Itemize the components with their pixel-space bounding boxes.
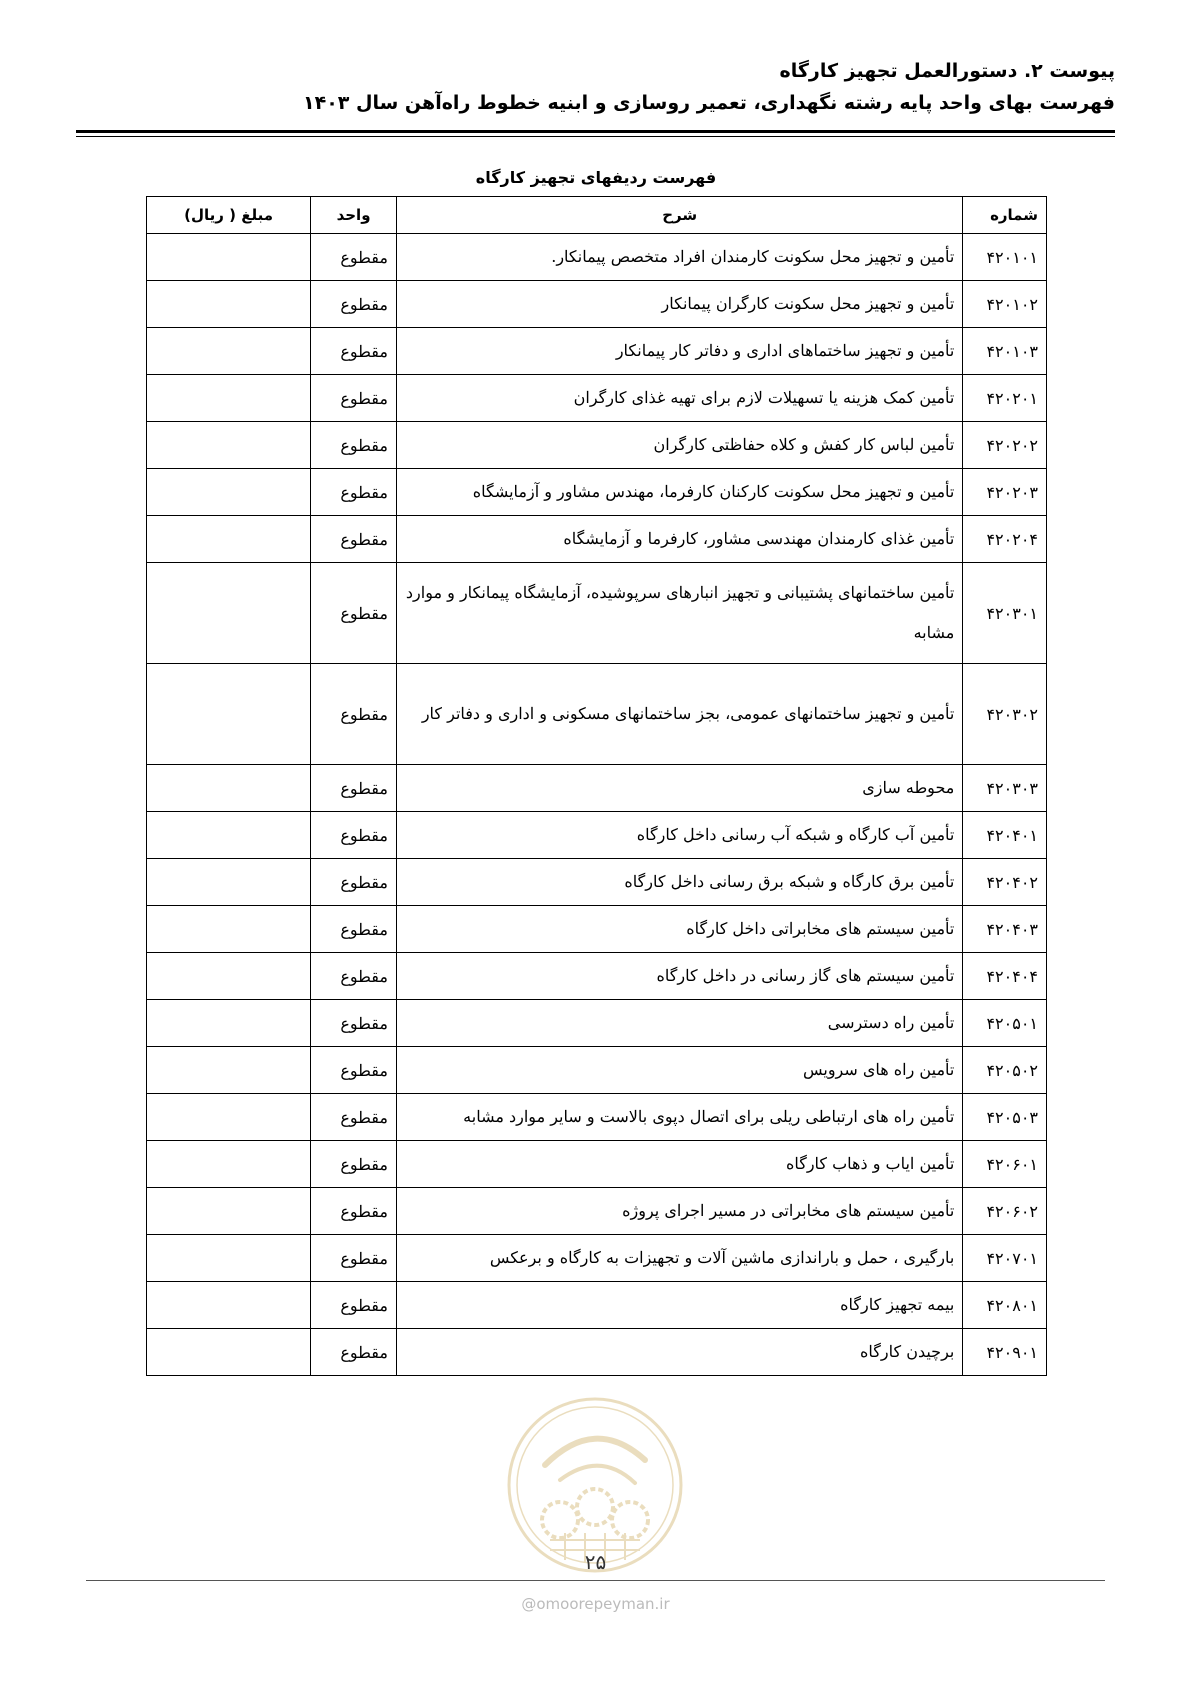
row-amount <box>147 281 311 328</box>
row-amount <box>147 1235 311 1282</box>
row-description: تأمین راه های سرویس <box>396 1047 962 1094</box>
header-description: شرح <box>396 197 962 234</box>
row-unit: مقطوع <box>311 765 397 812</box>
row-number: ۴۲۰۸۰۱ <box>963 1282 1047 1329</box>
row-unit: مقطوع <box>311 859 397 906</box>
row-unit: مقطوع <box>311 812 397 859</box>
table-header-row <box>147 197 1047 234</box>
row-unit: مقطوع <box>311 516 397 563</box>
row-description: تأمین راه های ارتباطی ریلی برای اتصال دپوی بالاست و سایر موارد مشابه <box>396 1094 962 1141</box>
table-row <box>147 859 1047 906</box>
row-amount <box>147 516 311 563</box>
table-row <box>147 1188 1047 1235</box>
row-unit: مقطوع <box>311 375 397 422</box>
row-unit: مقطوع <box>311 1000 397 1047</box>
row-number: ۴۲۰۲۰۳ <box>963 469 1047 516</box>
row-description: تأمین راه دسترسی <box>396 1000 962 1047</box>
table-row <box>147 516 1047 563</box>
row-unit: مقطوع <box>311 664 397 765</box>
table-row <box>147 765 1047 812</box>
row-amount <box>147 1047 311 1094</box>
row-amount <box>147 1188 311 1235</box>
table-row <box>147 906 1047 953</box>
row-amount <box>147 328 311 375</box>
row-amount <box>147 765 311 812</box>
row-description: تأمین سیستم های گاز رسانی در داخل کارگاه <box>396 953 962 1000</box>
row-number: ۴۲۰۴۰۴ <box>963 953 1047 1000</box>
row-number: ۴۲۰۷۰۱ <box>963 1235 1047 1282</box>
row-amount <box>147 812 311 859</box>
row-description: تأمین سیستم های مخابراتی در مسیر اجرای پروژه <box>396 1188 962 1235</box>
row-amount <box>147 234 311 281</box>
table-row <box>147 812 1047 859</box>
table-row <box>147 328 1047 375</box>
table-row <box>147 234 1047 281</box>
table-row <box>147 563 1047 664</box>
table-row <box>147 1282 1047 1329</box>
row-number: ۴۲۰۳۰۳ <box>963 765 1047 812</box>
table-row <box>147 422 1047 469</box>
row-number: ۴۲۰۲۰۴ <box>963 516 1047 563</box>
row-amount <box>147 1329 311 1376</box>
table-row <box>147 1329 1047 1376</box>
items-table <box>146 196 1047 1376</box>
row-number: ۴۲۰۹۰۱ <box>963 1329 1047 1376</box>
row-amount <box>147 422 311 469</box>
row-number: ۴۲۰۵۰۲ <box>963 1047 1047 1094</box>
row-amount <box>147 1094 311 1141</box>
row-description: تأمین ایاب و ذهاب کارگاه <box>396 1141 962 1188</box>
row-amount <box>147 953 311 1000</box>
row-number: ۴۲۰۱۰۳ <box>963 328 1047 375</box>
row-description: محوطه سازی <box>396 765 962 812</box>
row-unit: مقطوع <box>311 281 397 328</box>
row-description: بیمه تجهیز کارگاه <box>396 1282 962 1329</box>
table-row <box>147 1235 1047 1282</box>
table-body <box>147 234 1047 1376</box>
row-number: ۴۲۰۵۰۳ <box>963 1094 1047 1141</box>
table-row <box>147 469 1047 516</box>
table-row <box>147 1141 1047 1188</box>
row-number: ۴۲۰۴۰۱ <box>963 812 1047 859</box>
table-row <box>147 953 1047 1000</box>
row-unit: مقطوع <box>311 1094 397 1141</box>
table-row <box>147 1094 1047 1141</box>
header-rule-thick <box>76 130 1115 133</box>
row-description: تأمین و تجهیز محل سکونت کارکنان کارفرما، مهندس مشاور و آزمایشگاه <box>396 469 962 516</box>
row-description: تأمین و تجهیز ساختماهای اداری و دفاتر کار پیمانکار <box>396 328 962 375</box>
row-unit: مقطوع <box>311 1047 397 1094</box>
row-description: تأمین ساختمانهای پشتیبانی و تجهیز انبارهای سرپوشیده، آزمایشگاه پیمانکار و موارد مشابه <box>396 563 962 664</box>
row-description: بارگیری ، حمل و باراندازی ماشین آلات و تجهیزات به کارگاه و برعکس <box>396 1235 962 1282</box>
header-amount: مبلغ ( ریال) <box>147 197 311 234</box>
row-number: ۴۲۰۴۰۳ <box>963 906 1047 953</box>
row-unit: مقطوع <box>311 1141 397 1188</box>
table-row <box>147 1047 1047 1094</box>
row-description: تأمین و تجهیز محل سکونت کارمندان افراد متخصص پیمانکار. <box>396 234 962 281</box>
row-amount <box>147 563 311 664</box>
row-unit: مقطوع <box>311 328 397 375</box>
table-row <box>147 281 1047 328</box>
row-number: ۴۲۰۱۰۱ <box>963 234 1047 281</box>
header-unit: واحد <box>311 197 397 234</box>
header-document-title: فهرست بهای واحد پایه رشته نگهداری، تعمیر روسازی و ابنیه خطوط راه‌آهن سال ۱۴۰۳ <box>303 92 1115 114</box>
row-unit: مقطوع <box>311 1329 397 1376</box>
table-title: فهرست ردیفهای تجهیز کارگاه <box>475 168 717 187</box>
row-amount <box>147 1141 311 1188</box>
row-description: تأمین برق کارگاه و شبکه برق رسانی داخل کارگاه <box>396 859 962 906</box>
row-unit: مقطوع <box>311 563 397 664</box>
row-number: ۴۲۰۱۰۲ <box>963 281 1047 328</box>
header-rule-thin <box>76 136 1115 137</box>
row-description: تأمین و تجهیز ساختمانهای عمومی، بجز ساختمانهای مسکونی و اداری و دفاتر کار <box>396 664 962 765</box>
row-amount <box>147 375 311 422</box>
row-description: تأمین و تجهیز محل سکونت کارگران پیمانکار <box>396 281 962 328</box>
row-unit: مقطوع <box>311 1188 397 1235</box>
row-description: برچیدن کارگاه <box>396 1329 962 1376</box>
row-number: ۴۲۰۵۰۱ <box>963 1000 1047 1047</box>
header-number: شماره <box>963 197 1047 234</box>
row-description: تأمین غذای کارمندان مهندسی مشاور، کارفرما و آزمایشگاه <box>396 516 962 563</box>
row-unit: مقطوع <box>311 469 397 516</box>
table-row <box>147 1000 1047 1047</box>
row-amount <box>147 859 311 906</box>
header-appendix-title: پیوست ۲. دستورالعمل تجهیز کارگاه <box>779 60 1115 82</box>
row-description: تأمین آب کارگاه و شبکه آب رسانی داخل کارگاه <box>396 812 962 859</box>
row-amount <box>147 906 311 953</box>
row-unit: مقطوع <box>311 234 397 281</box>
row-number: ۴۲۰۳۰۲ <box>963 664 1047 765</box>
seal-logo-icon <box>505 1395 685 1575</box>
row-unit: مقطوع <box>311 1235 397 1282</box>
table-row <box>147 664 1047 765</box>
row-amount <box>147 469 311 516</box>
row-unit: مقطوع <box>311 906 397 953</box>
row-unit: مقطوع <box>311 953 397 1000</box>
footer-url: @omoorepeyman.ir <box>521 1595 670 1613</box>
row-number: ۴۲۰۲۰۲ <box>963 422 1047 469</box>
page-header <box>75 56 1115 118</box>
footer-rule <box>86 1580 1105 1581</box>
row-description: تأمین کمک هزینه یا تسهیلات لازم برای تهیه غذای کارگران <box>396 375 962 422</box>
row-amount <box>147 1282 311 1329</box>
row-unit: مقطوع <box>311 422 397 469</box>
page-number: ۲۵ <box>584 1550 607 1574</box>
row-number: ۴۲۰۴۰۲ <box>963 859 1047 906</box>
row-number: ۴۲۰۳۰۱ <box>963 563 1047 664</box>
row-number: ۴۲۰۲۰۱ <box>963 375 1047 422</box>
table-row <box>147 375 1047 422</box>
row-description: تأمین سیستم های مخابراتی داخل کارگاه <box>396 906 962 953</box>
row-number: ۴۲۰۶۰۱ <box>963 1141 1047 1188</box>
row-number: ۴۲۰۶۰۲ <box>963 1188 1047 1235</box>
row-unit: مقطوع <box>311 1282 397 1329</box>
row-amount <box>147 1000 311 1047</box>
row-description: تأمین لباس کار کفش و کلاه حفاظتی کارگران <box>396 422 962 469</box>
row-amount <box>147 664 311 765</box>
